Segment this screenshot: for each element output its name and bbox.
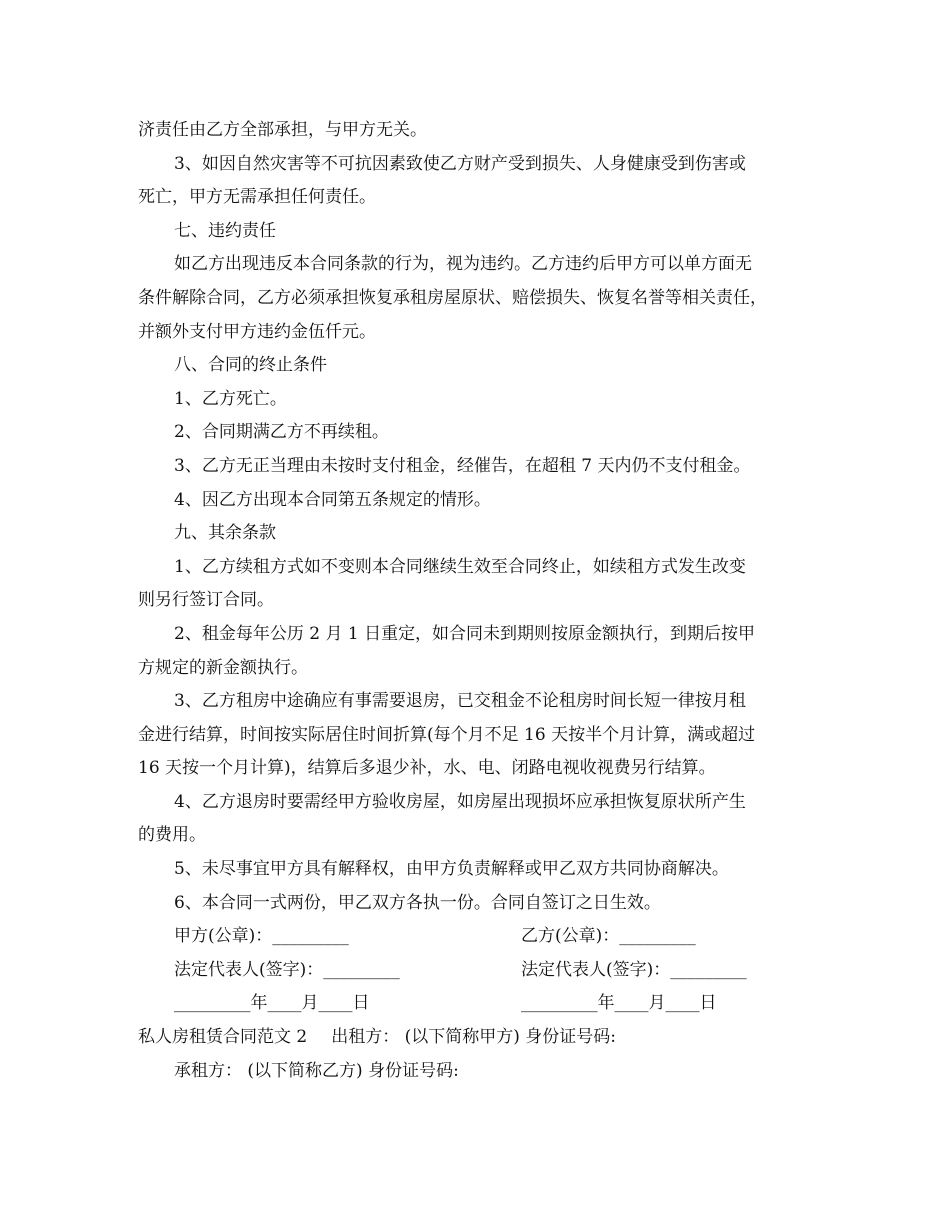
paragraph-line: 则另行签订合同。 (138, 590, 274, 611)
paragraph-line: 2、租金每年公历 2 月 1 日重定，如合同未到期则按原金额执行，到期后按甲 (174, 623, 756, 644)
contract-text (138, 114, 818, 1088)
section-2-title: 私人房租赁合同范文 2 (138, 1027, 308, 1048)
paragraph-line: 条件解除合同，乙方必须承担恢复承租房屋原状、赔偿损失、恢复名誉等相关责任， (138, 287, 767, 308)
paragraph-line: 方规定的新金额执行。 (138, 657, 308, 678)
party-a-seal: 甲方(公章)：_________ (174, 926, 349, 947)
party-b-seal: 乙方(公章)：_________ (521, 926, 696, 947)
lessor-line: 出租方： (以下简称甲方) 身份证号码: (331, 1027, 617, 1048)
paragraph-line: 的费用。 (138, 825, 206, 846)
section-2-header-line (138, 1021, 818, 1055)
paragraph-line: 死亡，甲方无需承担任何责任。 (138, 187, 376, 208)
signature-row-date (138, 987, 818, 1021)
paragraph-line: 1、乙方续租方式如不变则本合同继续生效至合同终止，如续租方式发生改变 (174, 556, 746, 577)
party-a-representative: 法定代表人(签字)：_________ (174, 959, 400, 980)
paragraph-line: 并额外支付甲方违约金伍仟元。 (138, 321, 376, 342)
paragraph-line: 4、乙方退房时要需经甲方验收房屋，如房屋出现损坏应承担恢复原状所产生 (174, 791, 746, 812)
section-heading: 九、其余条款 (174, 523, 276, 544)
paragraph-line: 如乙方出现违反本合同条款的行为，视为违约。乙方违约后甲方可以单方面无 (174, 254, 752, 275)
paragraph-line: 金进行结算，时间按实际居住时间折算(每个月不足 16 天按半个月计算，满或超过 (138, 724, 756, 745)
section-heading: 八、合同的终止条件 (174, 355, 327, 376)
paragraph-line: 5、未尽事宜甲方具有解释权，由甲方负责解释或甲乙双方共同协商解决。 (174, 859, 729, 880)
paragraph-line: 2、合同期满乙方不再续租。 (174, 422, 389, 443)
paragraph-line: 6、本合同一式两份，甲乙双方各执一份。合同自签订之日生效。 (174, 892, 661, 913)
signature-row-representative (138, 954, 818, 988)
paragraph-line: 4、因乙方出现本合同第五条规定的情形。 (174, 489, 491, 510)
party-b-representative: 法定代表人(签字)：_________ (521, 959, 747, 980)
paragraph-line: 1、乙方死亡。 (174, 388, 287, 409)
signature-row-seal (138, 920, 818, 954)
party-b-date: _________年____月____日 (521, 993, 717, 1014)
paragraph-line: 3、乙方租房中途确应有事需要退房，已交租金不论租房时间长短一律按月租 (174, 691, 746, 712)
lessee-line: 承租方： (以下简称乙方) 身份证号码: (174, 1060, 459, 1081)
party-a-date: _________年____月____日 (174, 993, 370, 1014)
section-heading: 七、违约责任 (174, 220, 276, 241)
paragraph-line: 济责任由乙方全部承担，与甲方无关。 (138, 120, 427, 140)
paragraph-line: 3、乙方无正当理由未按时支付租金，经催告，在超租 7 天内仍不支付租金。 (174, 455, 751, 476)
paragraph-line: 3、如因自然灾害等不可抗因素致使乙方财产受到损失、人身健康受到伤害或 (174, 153, 746, 174)
paragraph-line: 16 天按一个月计算)，结算后多退少补，水、电、闭路电视收视费另行结算。 (138, 758, 716, 779)
